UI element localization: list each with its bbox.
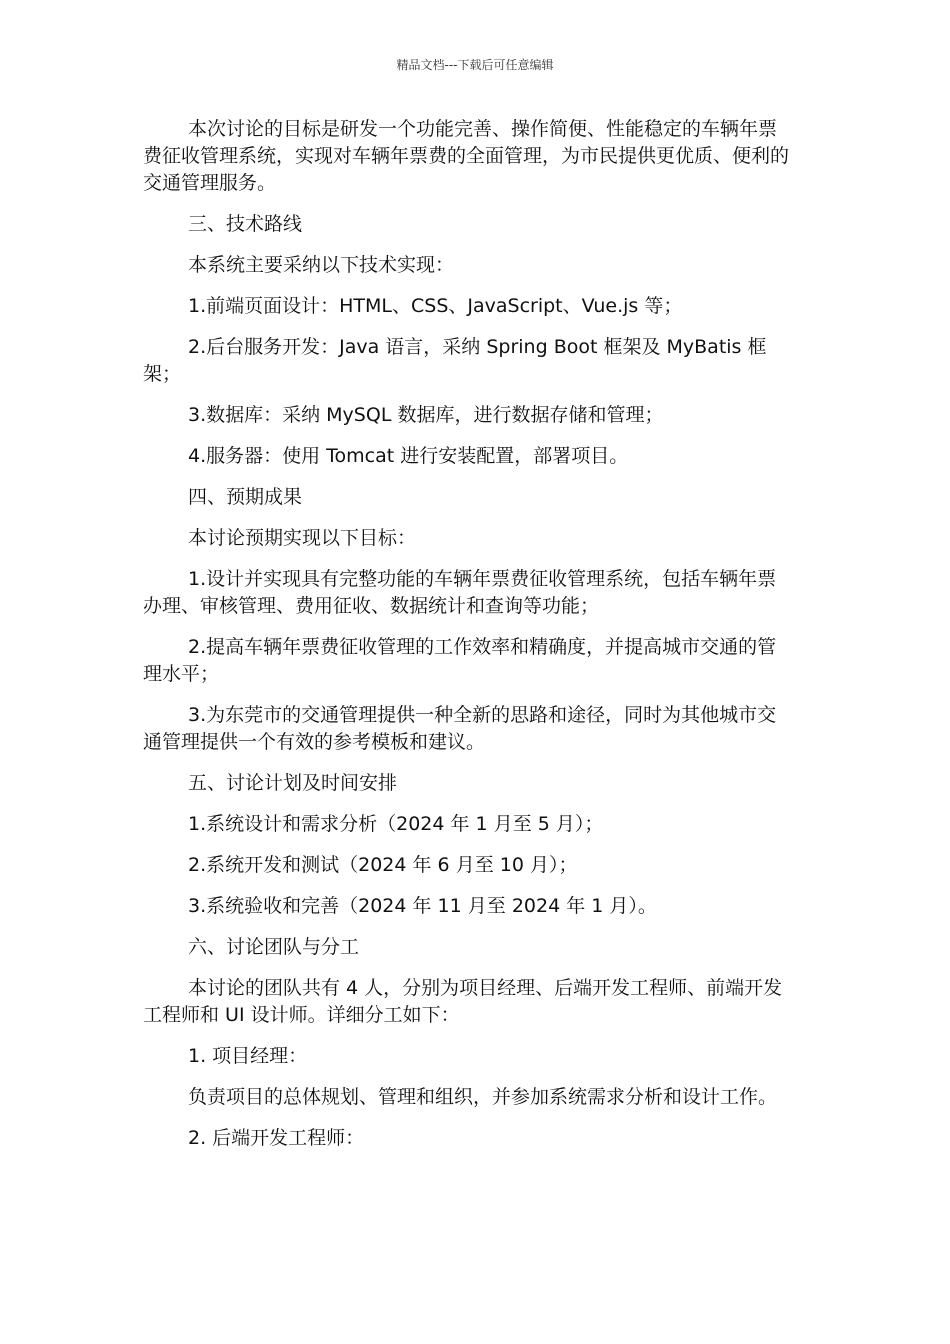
paragraph-goal: 本次讨论的目标是研发一个功能完善、操作简便、性能稳定的车辆年票费征收管理系统，实现对车辆年票费的全面管理，为市民提供更优质、便利的交通管理服务。 bbox=[143, 118, 790, 194]
list-item-schedule-2: 2.系统开发和测试（2024 年 6 月至 10 月）； bbox=[188, 854, 578, 876]
list-item-frontend: 1.前端页面设计：HTML、CSS、JavaScript、Vue.js 等； bbox=[188, 295, 683, 317]
paragraph-project-manager-duty: 负责项目的总体规划、管理和组织，并参加系统需求分析和设计工作。 bbox=[188, 1086, 778, 1108]
section-heading-team: 六、讨论团队与分工 bbox=[188, 936, 360, 958]
list-item-result-3: 3.为东莞市的交通管理提供一种全新的思路和途径，同时为其他城市交通管理提供一个有效的参考模板和建议。 bbox=[143, 704, 777, 753]
list-item-server: 4.服务器：使用 Tomcat 进行安装配置，部署项目。 bbox=[188, 445, 629, 467]
list-item-backend-engineer: 2. 后端开发工程师： bbox=[188, 1127, 365, 1149]
document-body bbox=[143, 116, 793, 1166]
list-item-project-manager: 1. 项目经理： bbox=[188, 1045, 308, 1067]
list-item-schedule-3: 3.系统验收和完善（2024 年 11 月至 2024 年 1 月）。 bbox=[188, 895, 657, 917]
section-heading-expected-results: 四、预期成果 bbox=[188, 486, 303, 508]
paragraph-results-intro: 本讨论预期实现以下目标： bbox=[188, 527, 417, 549]
section-heading-tech-route: 三、技术路线 bbox=[188, 213, 303, 235]
list-item-backend: 2.后台服务开发：Java 语言，采纳 Spring Boot 框架及 MyBatis 框架； bbox=[143, 336, 767, 385]
section-heading-schedule: 五、讨论计划及时间安排 bbox=[188, 772, 398, 794]
page-header: 精品文档---下载后可任意编辑 bbox=[396, 58, 554, 72]
list-item-database: 3.数据库：采纳 MySQL 数据库，进行数据存储和管理； bbox=[188, 404, 664, 426]
list-item-result-1: 1.设计并实现具有完整功能的车辆年票费征收管理系统，包括车辆年票办理、审核管理、费用征收、数据统计和查询等功能； bbox=[143, 568, 777, 617]
paragraph-tech-intro: 本系统主要采纳以下技术实现： bbox=[188, 254, 455, 276]
list-item-schedule-1: 1.系统设计和需求分析（2024 年 1 月至 5 月）； bbox=[188, 813, 604, 835]
list-item-result-2: 2.提高车辆年票费征收管理的工作效率和精确度，并提高城市交通的管理水平； bbox=[143, 636, 777, 685]
paragraph-team-intro: 本讨论的团队共有 4 人，分别为项目经理、后端开发工程师、前端开发工程师和 UI 设计师。详细分工如下： bbox=[143, 977, 783, 1026]
